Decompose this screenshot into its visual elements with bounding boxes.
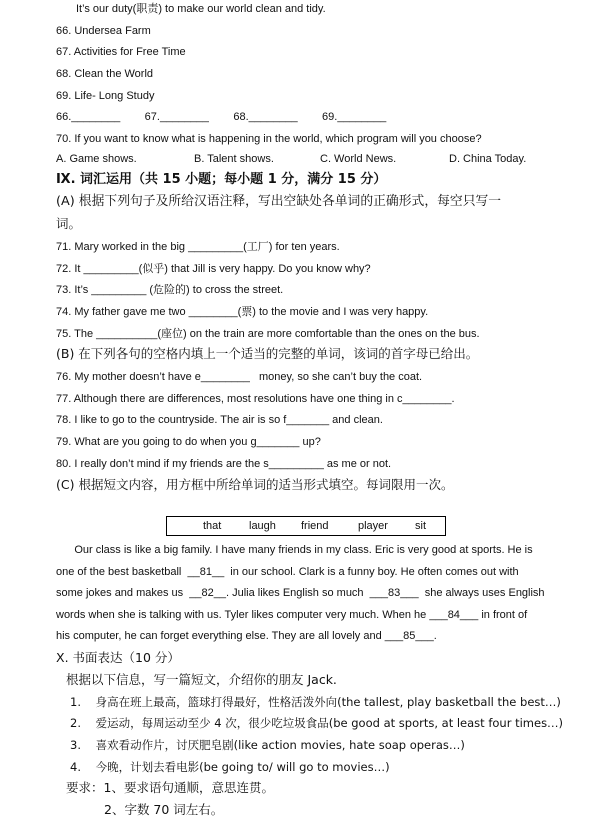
part-c-instruction: (C) 根据短文内容，用方框中所给单词的适当形式填空。每词限用一次。 (56, 477, 454, 492)
writing-requirement-1: 要求：1、要求语句通顺，意思连贯。 (66, 780, 274, 795)
option-d: D. China Today. (449, 153, 527, 165)
question-76: 76. My mother doesn’t have e________ money, so she can’t buy the coat. (56, 371, 423, 383)
passage-line: Our class is like a big family. I have many friends in my class. Eric is very good at sports. He is (56, 544, 533, 556)
answer-blanks-66-69: 66.________ 67.________ 68.________ 69.________ (56, 111, 387, 123)
option-66: 66. Undersea Farm (56, 25, 151, 37)
option-a: A. Game shows. (56, 153, 137, 165)
word-bank-item: sit (415, 520, 426, 532)
cloze-passage (56, 540, 556, 648)
passage-line: words when she is talking with us. Tyler likes computer very much. When he ___84___ in front of (56, 608, 528, 621)
question-77: 77. Although there are differences, most resolutions have one thing in c________. (56, 393, 455, 405)
passage-line: some jokes and makes us __82__. Julia likes English so much ___83___ she always uses English (56, 587, 545, 599)
part-a-instruction-cont: 词。 (56, 216, 82, 231)
word-bank-item: friend (301, 520, 329, 532)
word-bank-item: that (203, 520, 222, 532)
intro-sentence: It’s our duty(职责) to make our world clean and tidy. (76, 3, 326, 15)
passage-line: one of the best basketball __81__ in our school. Clark is a funny boy. He often comes out with (56, 565, 519, 578)
part-b-instruction: (B) 在下列各句的空格内填上一个适当的完整的单词，该词的首字母已给出。 (56, 346, 479, 361)
question-72: 72. It _________(似乎) that Jill is very happy. Do you know why? (56, 263, 371, 275)
section-9-title: Ⅸ. 词汇运用（共 15 小题；每小题 1 分，满分 15 分） (56, 172, 387, 187)
option-67: 67. Activities for Free Time (56, 46, 186, 58)
writing-point-4: 4. 今晚，计划去看电影(be going to/ will go to movies…) (70, 760, 390, 774)
question-78: 78. I like to go to the countryside. The air is so f_______ and clean. (56, 414, 383, 426)
question-75: 75. The __________(座位) on the train are more comfortable than the ones on the bus. (56, 328, 480, 340)
part-a-instruction: (A) 根据下列句子及所给汉语注释，写出空缺处各单词的正确形式，每空只写一 (56, 194, 502, 209)
option-68: 68. Clean the World (56, 68, 154, 80)
writing-point-1: 1. 身高在班上最高，篮球打得最好，性格活泼外向(the tallest, play basketball the best…) (70, 695, 561, 709)
passage-line: his computer, he can forget everything else. They are all lovely and ___85___. (56, 630, 437, 642)
question-79: 79. What are you going to do when you g_______ up? (56, 436, 321, 448)
option-c: C. World News. (320, 153, 397, 165)
option-69: 69. Life- Long Study (56, 90, 155, 102)
writing-intro: 根据以下信息，写一篇短文，介绍你的朋友 Jack. (66, 672, 337, 687)
word-bank-item: laugh (249, 520, 276, 532)
question-71: 71. Mary worked in the big _________(工厂) for ten years. (56, 241, 340, 253)
option-b: B. Talent shows. (194, 153, 274, 165)
question-80: 80. I really don’t mind if my friends are the s_________ as me or not. (56, 458, 392, 470)
question-70: 70. If you want to know what is happening in the world, which program will you choose? (56, 133, 482, 145)
writing-requirement-2: 2、字数 70 词左右。 (104, 802, 224, 817)
word-bank-box (166, 516, 446, 536)
question-73: 73. It’s _________ (危险的) to cross the street. (56, 284, 284, 296)
section-10-title: X. 书面表达（10 分） (56, 650, 180, 665)
question-74: 74. My father gave me two ________(票) to the movie and I was very happy. (56, 306, 429, 318)
writing-point-3: 3. 喜欢看动作片，讨厌肥皂剧(like action movies, hate soap operas…) (70, 738, 465, 752)
word-bank-item: player (358, 520, 388, 532)
writing-point-2: 2. 爱运动，每周运动至少 4 次，很少吃垃圾食品(be good at sports, at least four times…) (70, 716, 564, 730)
